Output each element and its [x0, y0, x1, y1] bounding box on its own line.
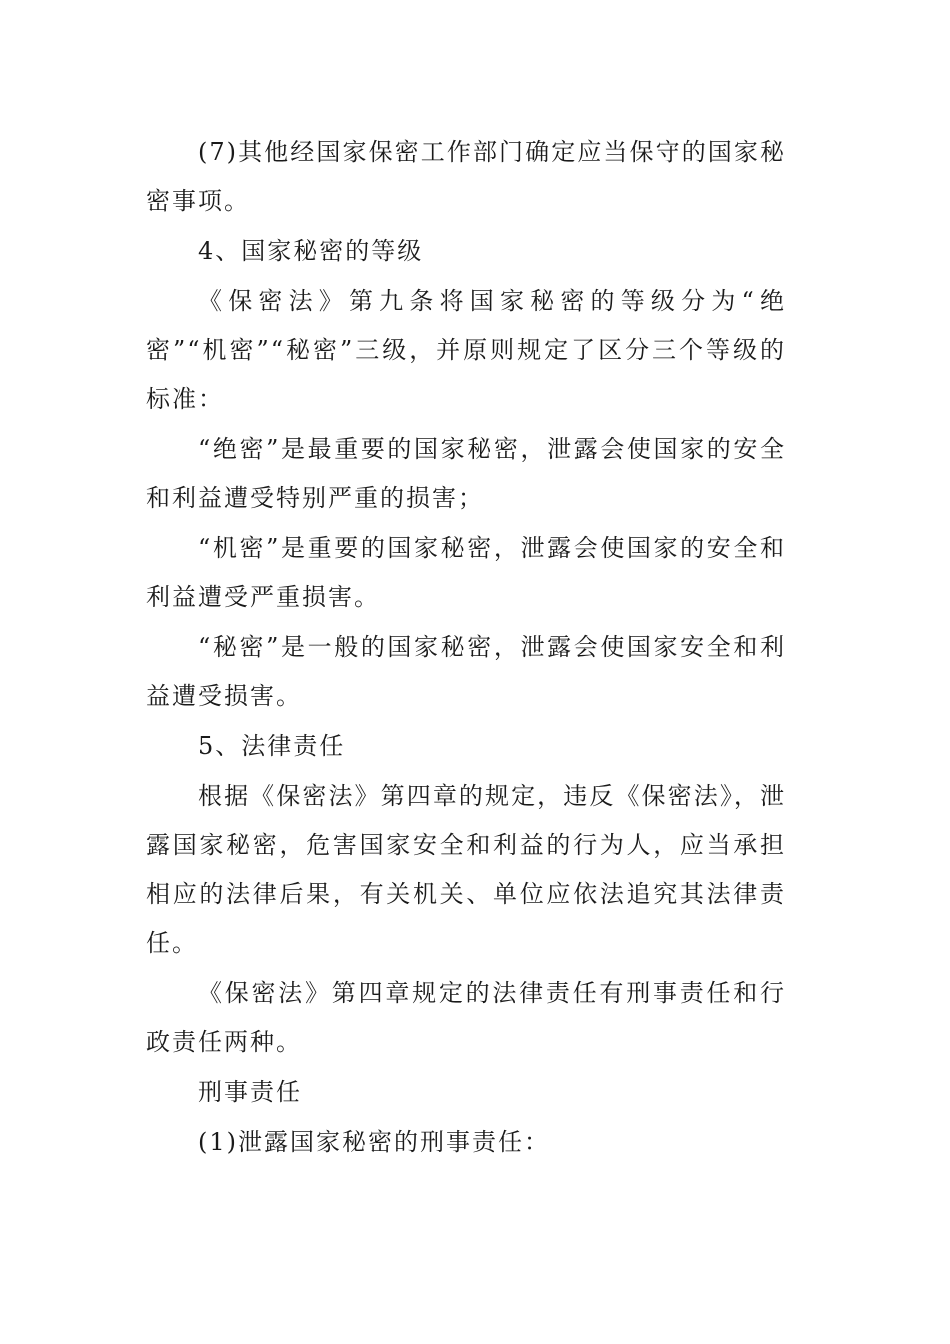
paragraph-liability-types: 《保密法》第四章规定的法律责任有刑事责任和行政责任两种。	[146, 979, 786, 1056]
paragraph-liability-basis: 根据《保密法》第四章的规定，违反《保密法》，泄露国家秘密，危害国家安全和利益的行为人，应当承担相应的法律后果，有关机关、单位应依法追究其法律责任。	[146, 782, 786, 957]
paragraph-item-7-secrets: (7)其他经国家保密工作部门确定应当保守的国家秘密事项。	[146, 138, 786, 215]
section-heading-secret-levels: 4、国家秘密的等级	[198, 237, 424, 265]
subheading-criminal-liability: 刑事责任	[198, 1078, 302, 1106]
paragraph-top-secret: “绝密”是最重要的国家秘密，泄露会使国家的安全和利益遭受特别严重的损害；	[146, 435, 786, 512]
paragraph-confidential: “机密”是重要的国家秘密，泄露会使国家的安全和利益遭受严重损害。	[146, 534, 786, 611]
document-body	[146, 128, 786, 1168]
paragraph-secret: “秘密”是一般的国家秘密，泄露会使国家安全和利益遭受损害。	[146, 633, 786, 710]
section-heading-legal-liability: 5、法律责任	[198, 732, 346, 760]
paragraph-secret-levels-intro: 《保密法》第九条将国家秘密的等级分为“绝密”“机密”“秘密”三级，并原则规定了区分三个等级的标准：	[146, 287, 786, 413]
paragraph-criminal-item-1: (1)泄露国家秘密的刑事责任：	[198, 1128, 550, 1156]
